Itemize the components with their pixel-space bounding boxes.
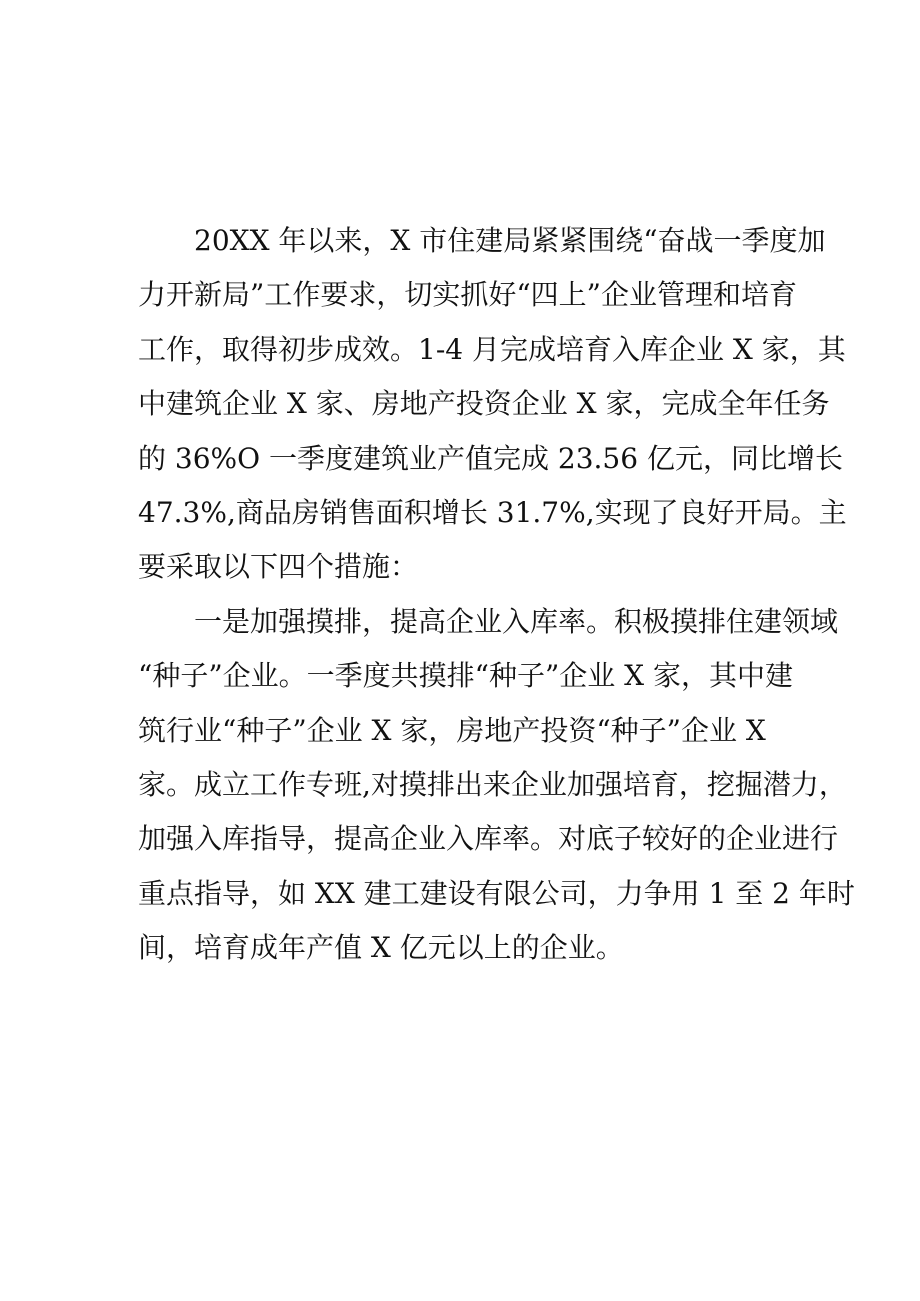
text-line-7: 要采取以下四个措施：: [138, 550, 419, 584]
text-line-6: 47.3%,商品房销售面积增长 31.7%,实现了良好开局。主: [138, 495, 847, 529]
text-line-1: 20XX 年以来，X 市住建局紧紧围绕“奋战一季度加: [138, 224, 826, 257]
text-line-13: 重点指导，如 XX 建工建设有限公司，力争用 1 至 2 年时: [138, 876, 855, 910]
text-line-8: 一是加强摸排，提高企业入库率。积极摸排住建领域: [138, 604, 839, 638]
text-line-5: 的 36%O 一季度建筑业产值完成 23.56 亿元，同比增长: [138, 441, 843, 475]
text-line-9: “种子”企业。一季度共摸排“种子”企业 X 家，其中建: [138, 659, 793, 693]
document-body: [138, 214, 855, 975]
text-line-10: 筑行业“种子”企业 X 家，房地产投资“种子”企业 X: [138, 713, 766, 747]
text-line-12: 加强入库指导，提高企业入库率。对底子较好的企业进行: [138, 822, 839, 856]
text-line-2: 力开新局”工作要求，切实抓好“四上”企业管理和培育: [138, 278, 797, 312]
text-line-11: 家。成立工作专班,对摸排出来企业加强培育，挖掘潜力，: [138, 767, 847, 801]
text-line-3: 工作，取得初步成效。1-4 月完成培育入库企业 X 家，其: [138, 332, 846, 366]
text-line-14: 间，培育成年产值 X 亿元以上的企业。: [138, 931, 624, 965]
text-line-4: 中建筑企业 X 家、房地产投资企业 X 家，完成全年任务: [138, 387, 830, 421]
